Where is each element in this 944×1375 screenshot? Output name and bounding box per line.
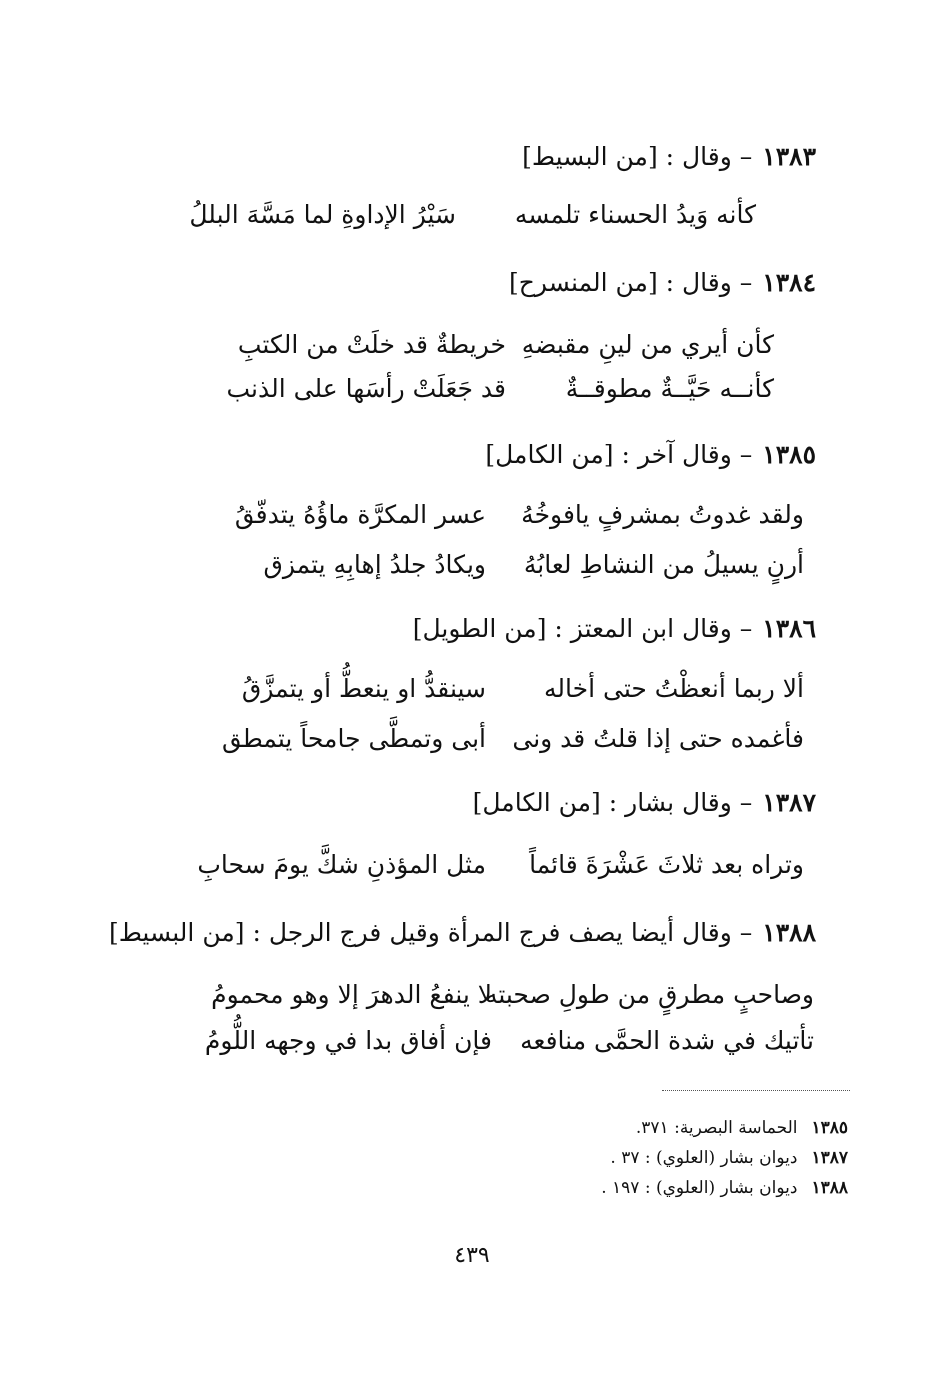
footnote-text: ديوان بشار (العلوي) : ١٩٧ .	[601, 1178, 798, 1198]
verse-second-hemistich: أبى وتمطَّى جامحاً يتمطق	[222, 724, 486, 753]
verse-second-hemistich: عسر المكرَّة ماؤُهُ يتدفّقُ	[234, 500, 486, 529]
verse-second-hemistich: لا ينفعُ الدهرَ إلا وهو محمومُ	[211, 980, 492, 1009]
footnote-divider	[662, 1090, 850, 1091]
footnote-number: ١٣٨٨	[811, 1178, 848, 1198]
footnote	[636, 1118, 848, 1138]
verse-first-hemistich: أرنٍ يسيلُ من النشاطِ لعابُهُ	[523, 550, 804, 579]
entry-title: – وقال بشار : [من الكامل]	[472, 788, 753, 817]
verse-first-hemistich: ولقد غدوتُ بمشرفٍ يافوخُهُ	[521, 500, 804, 529]
entry-number: ١٣٨٧	[762, 788, 816, 817]
verse-line	[263, 550, 804, 579]
entry-number: ١٣٨٦	[762, 614, 816, 643]
footnote-text: ديوان بشار (العلوي) : ٣٧ .	[610, 1148, 798, 1168]
entry-title: – وقال آخر : [من الكامل]	[485, 440, 753, 469]
verse-line	[238, 330, 774, 359]
entry-header	[413, 614, 816, 643]
verse-first-hemistich: وتراه بعد ثلاثَ عَشْرَةَ قائماً	[529, 850, 804, 879]
verse-second-hemistich: خريطةٌ قد خلَتْ من الكتبِ	[237, 330, 506, 359]
verse-line	[205, 1026, 814, 1055]
entry-number: ١٣٨٣	[762, 142, 816, 171]
verse-line	[211, 980, 814, 1009]
verse-second-hemistich: فإن أفاق بدا في وجهه اللُّومُ	[204, 1026, 492, 1055]
footnote-text: الحماسة البصرية: ٣٧١.	[635, 1118, 798, 1138]
verse-line	[226, 374, 774, 403]
verse-first-hemistich: كأنــه حَيَّــةٌ مطوقــةٌ	[565, 374, 774, 403]
page-number: ٤٣٩	[454, 1243, 490, 1268]
entry-number: ١٣٨٥	[762, 440, 816, 469]
verse-first-hemistich: كأن أيري من لينِ مقبضهِ	[521, 330, 774, 359]
entry-header	[522, 142, 816, 171]
entry-title: – وقال أيضا يصف فرج المرأة وقيل فرج الرجل : [من البسيط]	[108, 918, 753, 947]
verse-line	[197, 850, 804, 879]
footnote-number: ١٣٨٥	[811, 1118, 848, 1138]
verse-line	[189, 200, 756, 229]
verse-line	[235, 500, 804, 529]
verse-second-hemistich: سَيْرُ الإداوةِ لما مَسَّهَ البللُ	[189, 200, 456, 229]
verse-line	[242, 674, 804, 703]
entry-header	[485, 440, 816, 469]
verse-line	[222, 724, 804, 753]
verse-first-hemistich: تأتيك في شدة الحمَّى منافعه	[520, 1026, 814, 1055]
verse-second-hemistich: قد جَعَلَتْ رأسَها على الذنب	[226, 374, 506, 403]
footnote	[610, 1148, 848, 1168]
verse-first-hemistich: كأنه وَيدُ الحسناء تلمسه	[514, 200, 756, 229]
verse-first-hemistich: ألا ربما أنعظْتُ حتى أخاله	[544, 674, 804, 703]
entry-header	[109, 918, 816, 947]
footnote-number: ١٣٨٧	[811, 1148, 848, 1168]
entry-header	[509, 268, 816, 297]
entry-number: ١٣٨٨	[762, 918, 816, 947]
verse-second-hemistich: سينقدُّ او ينعطُّ أو يتمزَّقُ	[241, 674, 486, 703]
verse-second-hemistich: ويكادُ جلدُ إهابِهِ يتمزق	[263, 550, 486, 579]
entry-number: ١٣٨٤	[762, 268, 816, 297]
footnote	[601, 1178, 848, 1198]
entry-title: – وقال : [من المنسرح]	[509, 268, 753, 297]
verse-first-hemistich: فأغمده حتى إذا قلتُ قد ونى	[512, 724, 804, 753]
verse-first-hemistich: وصاحبٍ مطرقٍ من طولِ صحبته	[484, 980, 814, 1009]
entry-title: – وقال : [من البسيط]	[522, 142, 753, 171]
entry-header	[473, 788, 816, 817]
verse-second-hemistich: مثل المؤذنِ شكَّ يومَ سحابِ	[197, 850, 486, 879]
entry-title: – وقال ابن المعتز : [من الطويل]	[412, 614, 753, 643]
